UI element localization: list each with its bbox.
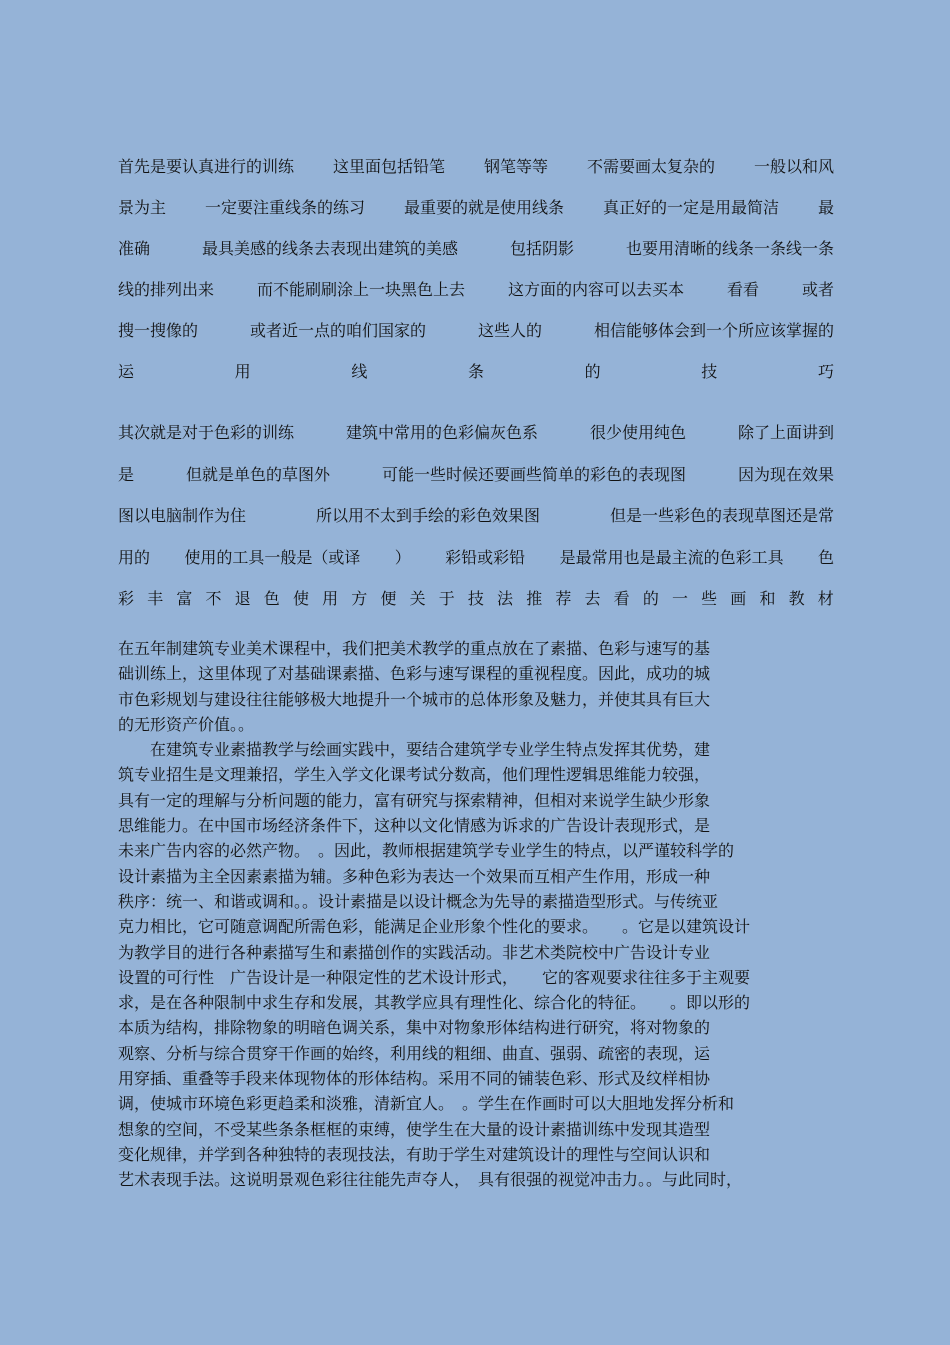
text-segment: 于 [438, 589, 455, 608]
text-line [118, 541, 834, 583]
text-segment: 些 [701, 589, 718, 608]
text-segment: 这些人的 [477, 321, 542, 340]
text-line [118, 273, 834, 314]
text-segment: 线的排列出来 [118, 280, 215, 299]
section-line-training [118, 150, 834, 396]
text-segment: 是最常用也是最主流的色彩工具 [559, 547, 784, 567]
text-segment: 技 [467, 589, 484, 608]
text-segment: 看看 [726, 280, 759, 299]
text-segment: 方 [351, 589, 368, 608]
text-line [118, 150, 834, 191]
text-segment: 其次就是对于色彩的训练 [118, 423, 295, 442]
paragraph-line: 在五年制建筑专业美术课程中，我们把美术教学的重点放在了素描、色彩与速写的基 [118, 639, 711, 658]
text-segment: 可能一些时候还要画些简单的彩色的表现图 [381, 464, 686, 484]
text-line [118, 582, 834, 624]
text-segment: 而不能刷刷涂上一块黑色上去 [256, 280, 465, 299]
text-segment: 条 [467, 362, 484, 381]
text-line [118, 355, 834, 396]
paragraph-line: 础训练上，这里体现了对基础课素描、色彩与速写课程的重视程度。因此，成功的城 [118, 664, 711, 684]
text-segment: 包括阴影 [509, 239, 574, 258]
text-segment: 也要用清晰的线条一条线一条 [625, 239, 834, 258]
text-segment: 因为现在效果 [737, 464, 834, 484]
text-segment: 不需要画太复杂的 [586, 157, 715, 176]
paragraph-line: 本质为结构，排除物象的明暗色调关系，集中对物象形体结构进行研究，将对物象的 [118, 1018, 711, 1038]
text-line [118, 191, 834, 232]
text-segment: 退 [234, 589, 251, 608]
text-line [118, 314, 834, 355]
text-segment: 最具美感的线条去表现出建筑的美感 [201, 239, 458, 258]
text-segment: 或者近一点的咱们国家的 [249, 321, 426, 340]
text-segment: 富 [176, 589, 193, 608]
text-segment: 使 [292, 589, 309, 608]
text-segment: 这里面包括铅笔 [332, 157, 445, 176]
paragraph-line: 市色彩规划与建设往往能够极大地提升一个城市的总体形象及魅力，并使其具有巨大 [118, 689, 711, 709]
section-color-training [118, 416, 834, 624]
text-segment: 一 [671, 589, 688, 608]
text-segment: 除了上面讲到 [737, 423, 834, 442]
text-line [118, 499, 834, 541]
paragraph-line: 设置的可行性 广告设计是一种限定性的艺术设计形式， 它的客观要求往往多于主观要 [118, 967, 751, 987]
text-segment: 用 [234, 362, 251, 381]
paragraph-line: 思维能力。在中国市场经济条件下，这种以文化情感为诉求的广告设计表现形式，是 [118, 816, 711, 836]
text-segment: 材 [817, 589, 834, 608]
section-course-text [118, 636, 834, 1193]
text-segment: 使用的工具一般是（或译 [184, 547, 361, 567]
text-segment: 但就是单色的草图外 [185, 464, 330, 484]
text-segment: 准确 [118, 239, 151, 258]
text-segment: 丰 [147, 589, 164, 608]
paragraph-line: 秩序：统一、和谐或调和。。设计素描是以设计概念为先导的素描造型形式。与传统亚 [118, 891, 719, 911]
text-segment: 最 [817, 198, 834, 217]
text-segment: 推 [526, 589, 543, 608]
paragraph-line: 设计素描为主全因素素描为辅。多种色彩为表达一个效果而互相产生作用，形成一种 [118, 866, 711, 886]
text-segment: 不 [205, 589, 222, 608]
text-segment: 运 [118, 362, 135, 381]
paragraph-line: 艺术表现手法。这说明景观色彩往往能先声夺人， 具有很强的视觉冲击力。。与此同时， [118, 1170, 743, 1190]
text-segment: 景为主 [118, 198, 167, 217]
text-segment: 钢笔等等 [483, 157, 548, 176]
text-segment: 荐 [555, 589, 572, 608]
text-segment: 用的 [118, 547, 151, 567]
paragraph-line: 用穿插、重叠等手段来体现物体的形体结构。采用不同的铺装色彩、形式及纹样相协 [118, 1069, 711, 1089]
text-segment: 最重要的就是使用线条 [403, 198, 564, 217]
text-segment: 真正好的一定是用最简洁 [602, 198, 779, 217]
text-line [118, 458, 834, 500]
text-segment: 去 [584, 589, 601, 608]
text-segment: 一定要注重线条的练习 [204, 198, 365, 217]
paragraph-line: 观察、分析与综合贯穿干作画的始终，利用线的粗细、曲直、强弱、疏密的表现，运 [118, 1043, 711, 1063]
text-segment: 这方面的内容可以去买本 [507, 280, 684, 299]
text-segment: 一般以和风 [753, 157, 834, 176]
text-segment: 法 [497, 589, 514, 608]
text-line [118, 416, 834, 458]
paragraph-line: 调，使城市环境色彩更趋柔和淡雅，清新宜人。 。学生在作画时可以大胆地发挥分析和 [118, 1094, 735, 1114]
text-segment: 的 [584, 362, 601, 381]
text-segment: 画 [730, 589, 747, 608]
text-segment: 搜一搜像的 [118, 321, 199, 340]
paragraph-line: 为教学目的进行各种素描写生和素描创作的实践活动。非艺术类院校中广告设计专业 [118, 942, 711, 962]
text-segment: 巧 [817, 362, 834, 381]
paragraph-line: 筑专业招生是文理兼招，学生入学文化课考试分数高，他们理性逻辑思维能力较强， [118, 765, 711, 785]
text-segment: 但是一些彩色的表现草图还是常 [609, 506, 834, 525]
text-segment: 是 [118, 464, 135, 484]
paragraph-line: 具有一定的理解与分析问题的能力，富有研究与探索精神，但相对来说学生缺少形象 [118, 790, 711, 810]
text-segment: 所以用不太到手绘的彩色效果图 [315, 506, 540, 525]
text-segment: 彩铅或彩铅 [445, 547, 526, 567]
text-segment: 教 [788, 589, 805, 608]
text-segment: 图以电脑制作为住 [118, 506, 247, 525]
text-segment: 和 [759, 589, 776, 608]
text-line [118, 232, 834, 273]
text-segment: 看 [613, 589, 630, 608]
text-segment: 相信能够体会到一个所应该掌握的 [593, 321, 834, 340]
paragraph-line: 变化规律，并学到各种独特的表现技法，有助于学生对建筑设计的理性与空间认识和 [118, 1144, 711, 1164]
paragraph-line: 想象的空间，不受某些条条框框的束缚，使学生在大量的设计素描训练中发现其造型 [118, 1119, 711, 1139]
text-segment: 技 [701, 362, 718, 381]
paragraph-line: 克力相比，它可随意调配所需色彩，能满足企业形象个性化的要求。 。它是以建筑设计 [118, 917, 751, 937]
text-segment: 彩 [118, 589, 135, 608]
text-segment: ） [394, 547, 411, 567]
text-segment: 或者 [801, 280, 834, 299]
paragraph-line: 在建筑专业素描教学与绘画实践中，要结合建筑学专业学生特点发挥其优势，建 [118, 740, 711, 760]
text-segment: 建筑中常用的色彩偏灰色系 [345, 423, 538, 442]
text-segment: 色 [817, 547, 834, 567]
paragraph-line: 未来广告内容的必然产物。 。因此，教师根据建筑学专业学生的特点，以严谨较科学的 [118, 841, 735, 861]
text-segment: 便 [380, 589, 397, 608]
text-segment: 线 [351, 362, 368, 381]
text-segment: 很少使用纯色 [589, 423, 686, 442]
paragraph-line: 求，是在各种限制中求生存和发展，其教学应具有理性化、综合化的特征。 。即以形的 [118, 993, 751, 1013]
text-segment: 色 [263, 589, 280, 608]
paragraph-line: 的无形资产价值。。 [118, 714, 255, 734]
text-segment: 用 [322, 589, 339, 608]
text-segment: 关 [409, 589, 426, 608]
text-segment: 首先是要认真进行的训练 [118, 157, 295, 176]
text-segment: 的 [642, 589, 659, 608]
